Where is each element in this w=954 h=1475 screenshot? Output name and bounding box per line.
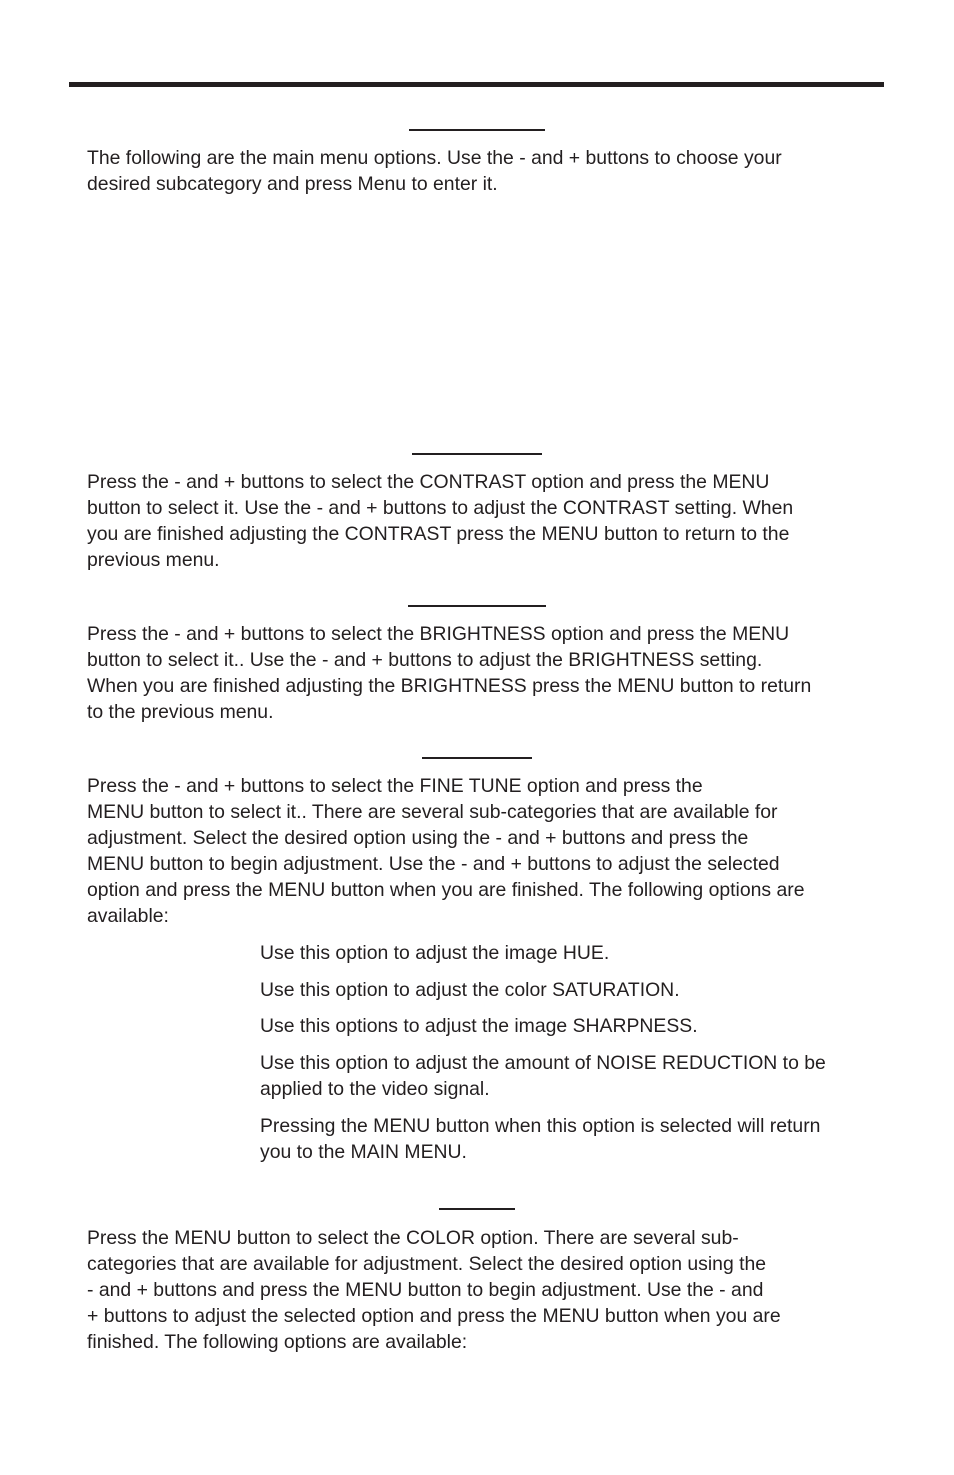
main-menu-paragraph: The following are the main menu options. Use the - and + buttons to choose your desired subcategory and press Menu to enter it. <box>87 147 782 195</box>
fine-tune-paragraph: Press the - and + buttons to select the FINE TUNE option and press the MENU button to select it.. There are several sub-categories that are available for adjustment. Select the desired option using the - and + buttons and press the MENU button to begin adjustment. Use the - and + buttons to adjust the selected option and press the MENU button when you are finished. The following options are available: <box>87 775 805 927</box>
fine-tune-option-hue: Use this option to adjust the image HUE. <box>260 942 610 964</box>
main-menu-heading-rule <box>409 129 545 131</box>
fine-tune-option-sharpness: Use this options to adjust the image SHARPNESS. <box>260 1015 698 1037</box>
brightness-heading-rule <box>408 605 546 607</box>
contrast-heading-rule <box>412 453 542 455</box>
fine-tune-option-noise-reduction: Use this option to adjust the amount of NOISE REDUCTION to be applied to the video signal. <box>260 1052 826 1100</box>
brightness-paragraph: Press the - and + buttons to select the BRIGHTNESS option and press the MENU button to select it.. Use the - and + buttons to adjust the BRIGHTNESS setting. When you are finished adjusting the BRIGHTNESS press the MENU button to return to the previous menu. <box>87 623 812 723</box>
fine-tune-heading-rule <box>422 757 532 759</box>
page-header-rule <box>69 82 884 87</box>
fine-tune-option-exit: Pressing the MENU button when this option is selected will return you to the MAIN MENU. <box>260 1115 821 1163</box>
color-paragraph: Press the MENU button to select the COLOR option. There are several sub- categories that are available for adjustment. Select the desired option using the - and + buttons and press the MENU button to begin adjustment. Use the - and + buttons to adjust the selected option and press the MENU button when you are finished. The following options are available: <box>87 1227 781 1353</box>
color-heading-rule <box>439 1208 515 1210</box>
contrast-paragraph: Press the - and + buttons to select the CONTRAST option and press the MENU button to select it. Use the - and + buttons to adjust the CONTRAST setting. When you are finished adjusting the CONTRAST press the MENU button to return to the previous menu. <box>87 471 794 571</box>
fine-tune-option-saturation: Use this option to adjust the color SATURATION. <box>260 979 680 1001</box>
